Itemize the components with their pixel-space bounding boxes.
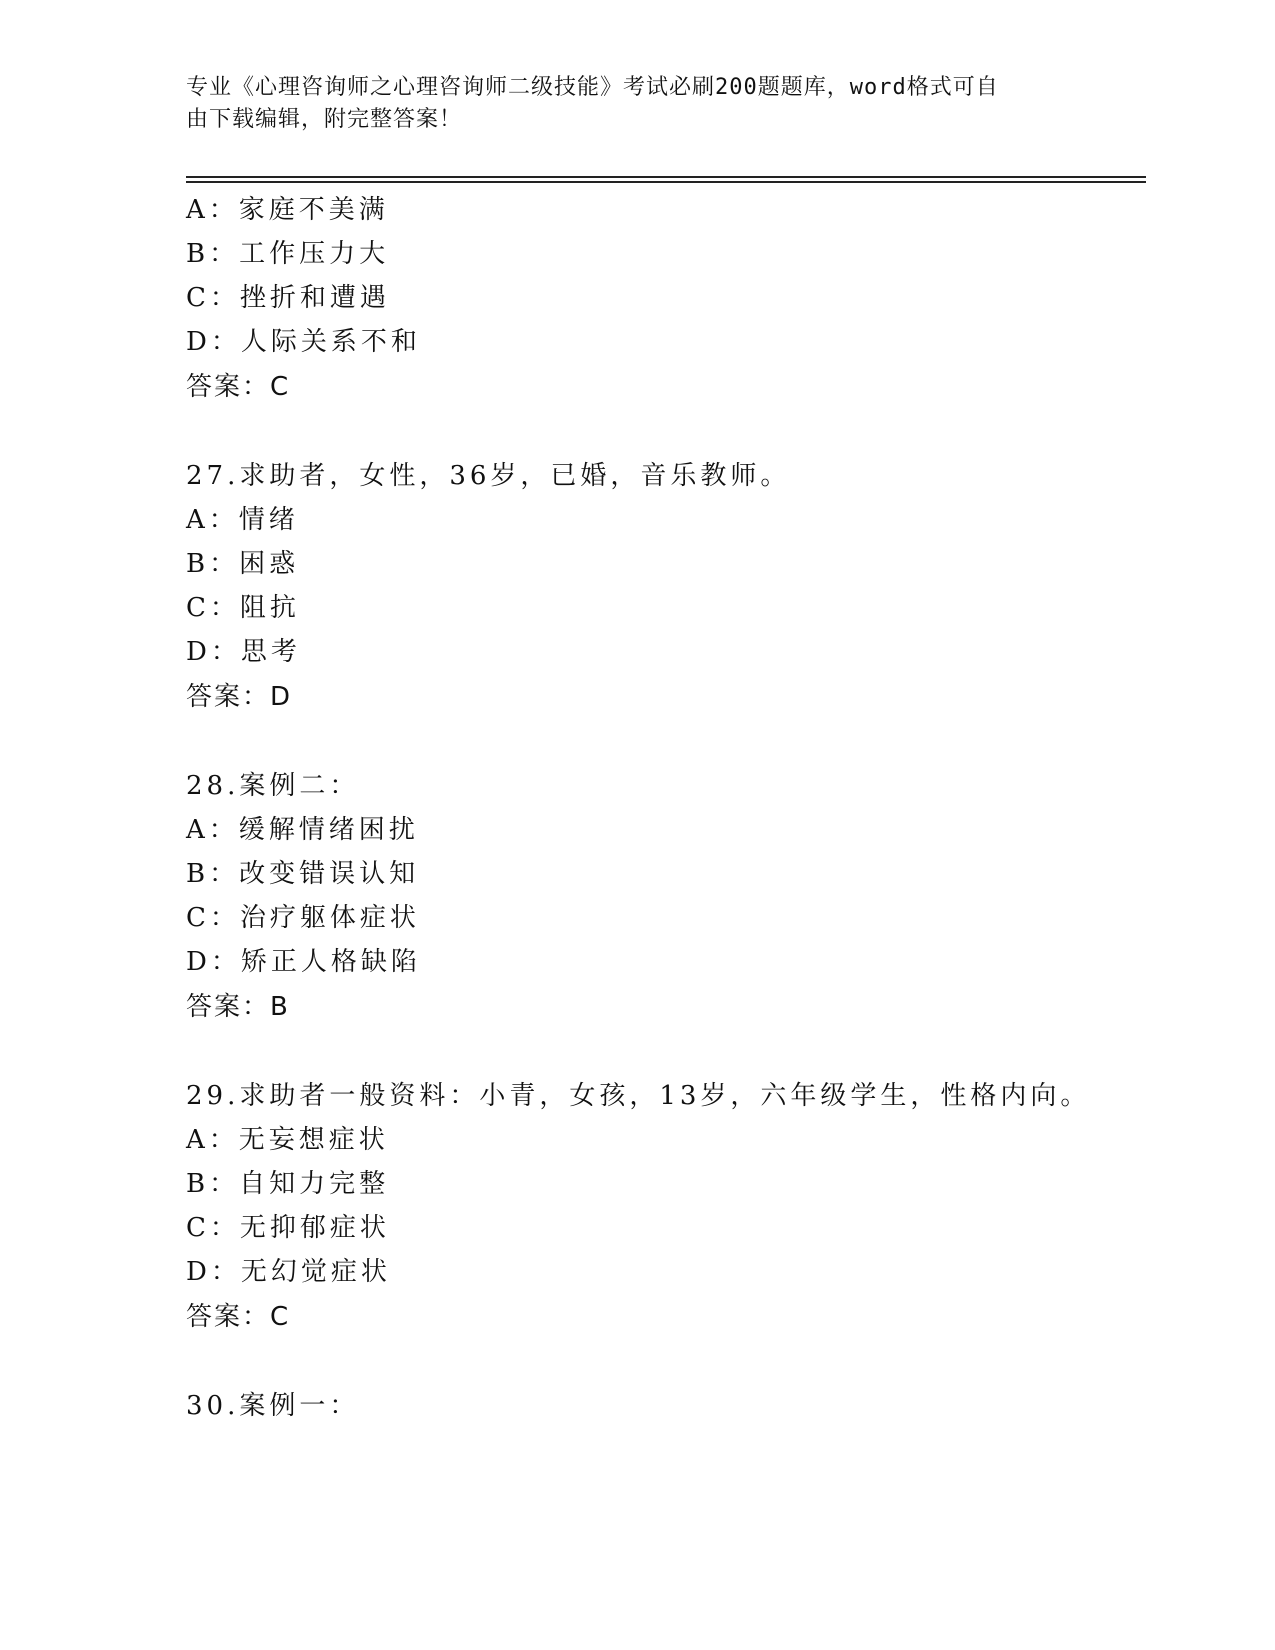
- option-b: B：工作压力大: [186, 239, 390, 269]
- option-a: A：缓解情绪困扰: [186, 815, 419, 845]
- option-c: C：挫折和遭遇: [186, 283, 390, 313]
- header-line-2: 由下载编辑，附完整答案！: [186, 107, 463, 132]
- option-c: C：无抑郁症状: [186, 1213, 390, 1243]
- answer: 答案：B: [186, 992, 290, 1022]
- answer: 答案：C: [186, 372, 291, 402]
- option-d: D：思考: [186, 637, 301, 667]
- document-header: [186, 72, 1066, 136]
- question-title: 29.求助者一般资料：小青，女孩，13岁，六年级学生，性格内向。: [186, 1081, 1091, 1111]
- question-title: 30.案例一：: [186, 1391, 360, 1421]
- header-line-1: 专业《心理咨询师之心理咨询师二级技能》考试必刷200题题库，word格式可自: [186, 75, 999, 100]
- header-rule-bottom: [186, 181, 1146, 183]
- option-b: B：困惑: [186, 549, 300, 579]
- option-a: A：家庭不美满: [186, 195, 389, 225]
- question-title: 27.求助者，女性，36岁，已婚，音乐教师。: [186, 461, 791, 491]
- option-c: C：阻抗: [186, 593, 300, 623]
- option-b: B：自知力完整: [186, 1169, 390, 1199]
- answer: 答案：C: [186, 1302, 291, 1332]
- option-d: D：无幻觉症状: [186, 1257, 391, 1287]
- option-b: B：改变错误认知: [186, 859, 420, 889]
- answer: 答案：D: [186, 682, 293, 712]
- option-a: A：情绪: [186, 505, 299, 535]
- header-rule-top: [186, 176, 1146, 178]
- option-d: D：人际关系不和: [186, 327, 421, 357]
- question-title: 28.案例二：: [186, 771, 360, 801]
- option-a: A：无妄想症状: [186, 1125, 389, 1155]
- option-d: D：矫正人格缺陷: [186, 947, 421, 977]
- option-c: C：治疗躯体症状: [186, 903, 420, 933]
